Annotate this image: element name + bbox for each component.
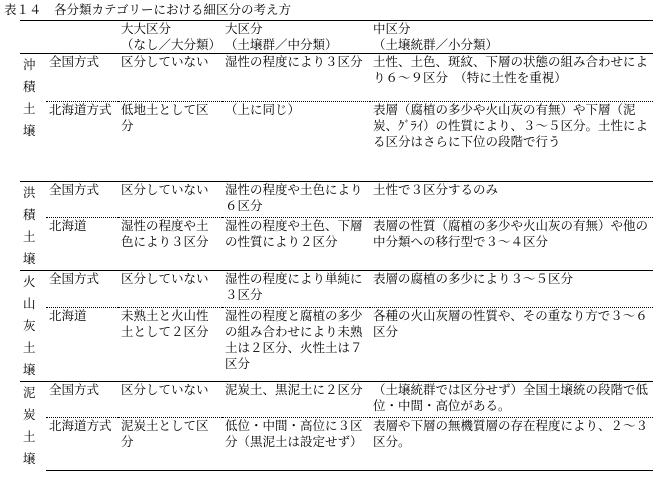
header-empty-group (20, 21, 46, 54)
system-cell: 北海道 (46, 218, 118, 271)
subdivision-table (20, 20, 653, 471)
daidai-cell: 区分していない (118, 271, 222, 308)
daidai-cell: 泥炭土として区分 (118, 418, 222, 470)
table-row (20, 382, 653, 418)
table-row (20, 218, 653, 271)
daidai-cell: 未熟土と火山性土として２区分 (118, 308, 222, 382)
dai-cell: 湿性の程度や土色、下層の性質により２区分 (222, 218, 370, 271)
chu-cell: 表層や下層の無機質層の存在程度により、２～３区分。 (370, 418, 653, 470)
chu-cell: 表層の腐植の多少により３～５区分 (370, 271, 653, 308)
system-cell: 全国方式 (46, 182, 118, 218)
table-row (20, 271, 653, 308)
system-cell: 北海道方式 (46, 102, 118, 182)
dai-cell: 湿性の程度により３区分 (222, 54, 370, 102)
soil-group-label: 洪 積 土 壌 (20, 182, 46, 271)
chu-cell: 土性で３区分するのみ (370, 182, 653, 218)
daidai-cell: 湿性の程度や土色により３区分 (118, 218, 222, 271)
soil-group-label: 泥 炭 土 壌 (20, 382, 46, 471)
daidai-cell: 区分していない (118, 54, 222, 102)
dai-cell: 低位・中間・高位に３区分（黒泥土は設定せず） (222, 418, 370, 470)
daidai-cell: 区分していない (118, 182, 222, 218)
table-title: 表１４ 各分類カテゴリーにおける細区分の考え方 (4, 2, 292, 17)
table-row (20, 182, 653, 218)
table-row (20, 308, 653, 382)
header-row (20, 21, 653, 54)
chu-cell: （土壌統群では区分せず）全国土壌統の段階で低位・中間・高位がある。 (370, 382, 653, 418)
soil-group-label: 火 山 灰 土 壌 (20, 271, 46, 382)
system-cell: 全国方式 (46, 271, 118, 308)
chu-cell: 表層（腐植の多少や火山灰の有無）や下層（泥炭、ｸﾞﾗｲ）の性質により、３～５区分。土性による区分はさらに下位の段階で行う (370, 102, 653, 182)
table-row (20, 418, 653, 470)
table-row (20, 102, 653, 182)
dai-cell: 湿性の程度や土色により６区分 (222, 182, 370, 218)
system-cell: 全国方式 (46, 382, 118, 418)
header-empty-system (46, 21, 118, 54)
chu-cell: 各種の火山灰層の性質や、その重なり方で３～６区分 (370, 308, 653, 382)
header-chu: 中区分 （土壌統群／小分類） (370, 21, 653, 54)
soil-group-label: 沖 積 土 壌 (20, 54, 46, 182)
chu-cell: 表層の性質（腐植の多少や火山灰の有無）や他の中分類への移行型で３～４区分 (370, 218, 653, 271)
table-body (20, 54, 653, 471)
system-cell: 北海道方式 (46, 418, 118, 470)
header-daidai: 大大区分 （なし／大分類） (118, 21, 222, 54)
table-row (20, 54, 653, 102)
chu-cell: 土性、土色、斑紋、下層の状態の組み合わせにより６～９区分 （特に土性を重視） (370, 54, 653, 102)
dai-cell: 湿性の程度により単純に３区分 (222, 271, 370, 308)
daidai-cell: 低地土として区分 (118, 102, 222, 182)
dai-cell: （上に同じ） (222, 102, 370, 182)
system-cell: 北海道 (46, 308, 118, 382)
daidai-cell: 区分していない (118, 382, 222, 418)
header-dai: 大区分 （土壌群／中分類） (222, 21, 370, 54)
dai-cell: 泥炭土、黒泥土に２区分 (222, 382, 370, 418)
system-cell: 全国方式 (46, 54, 118, 102)
dai-cell: 湿性の程度と腐植の多少の組み合わせにより未熟土は２区分、火性土は７区分 (222, 308, 370, 382)
